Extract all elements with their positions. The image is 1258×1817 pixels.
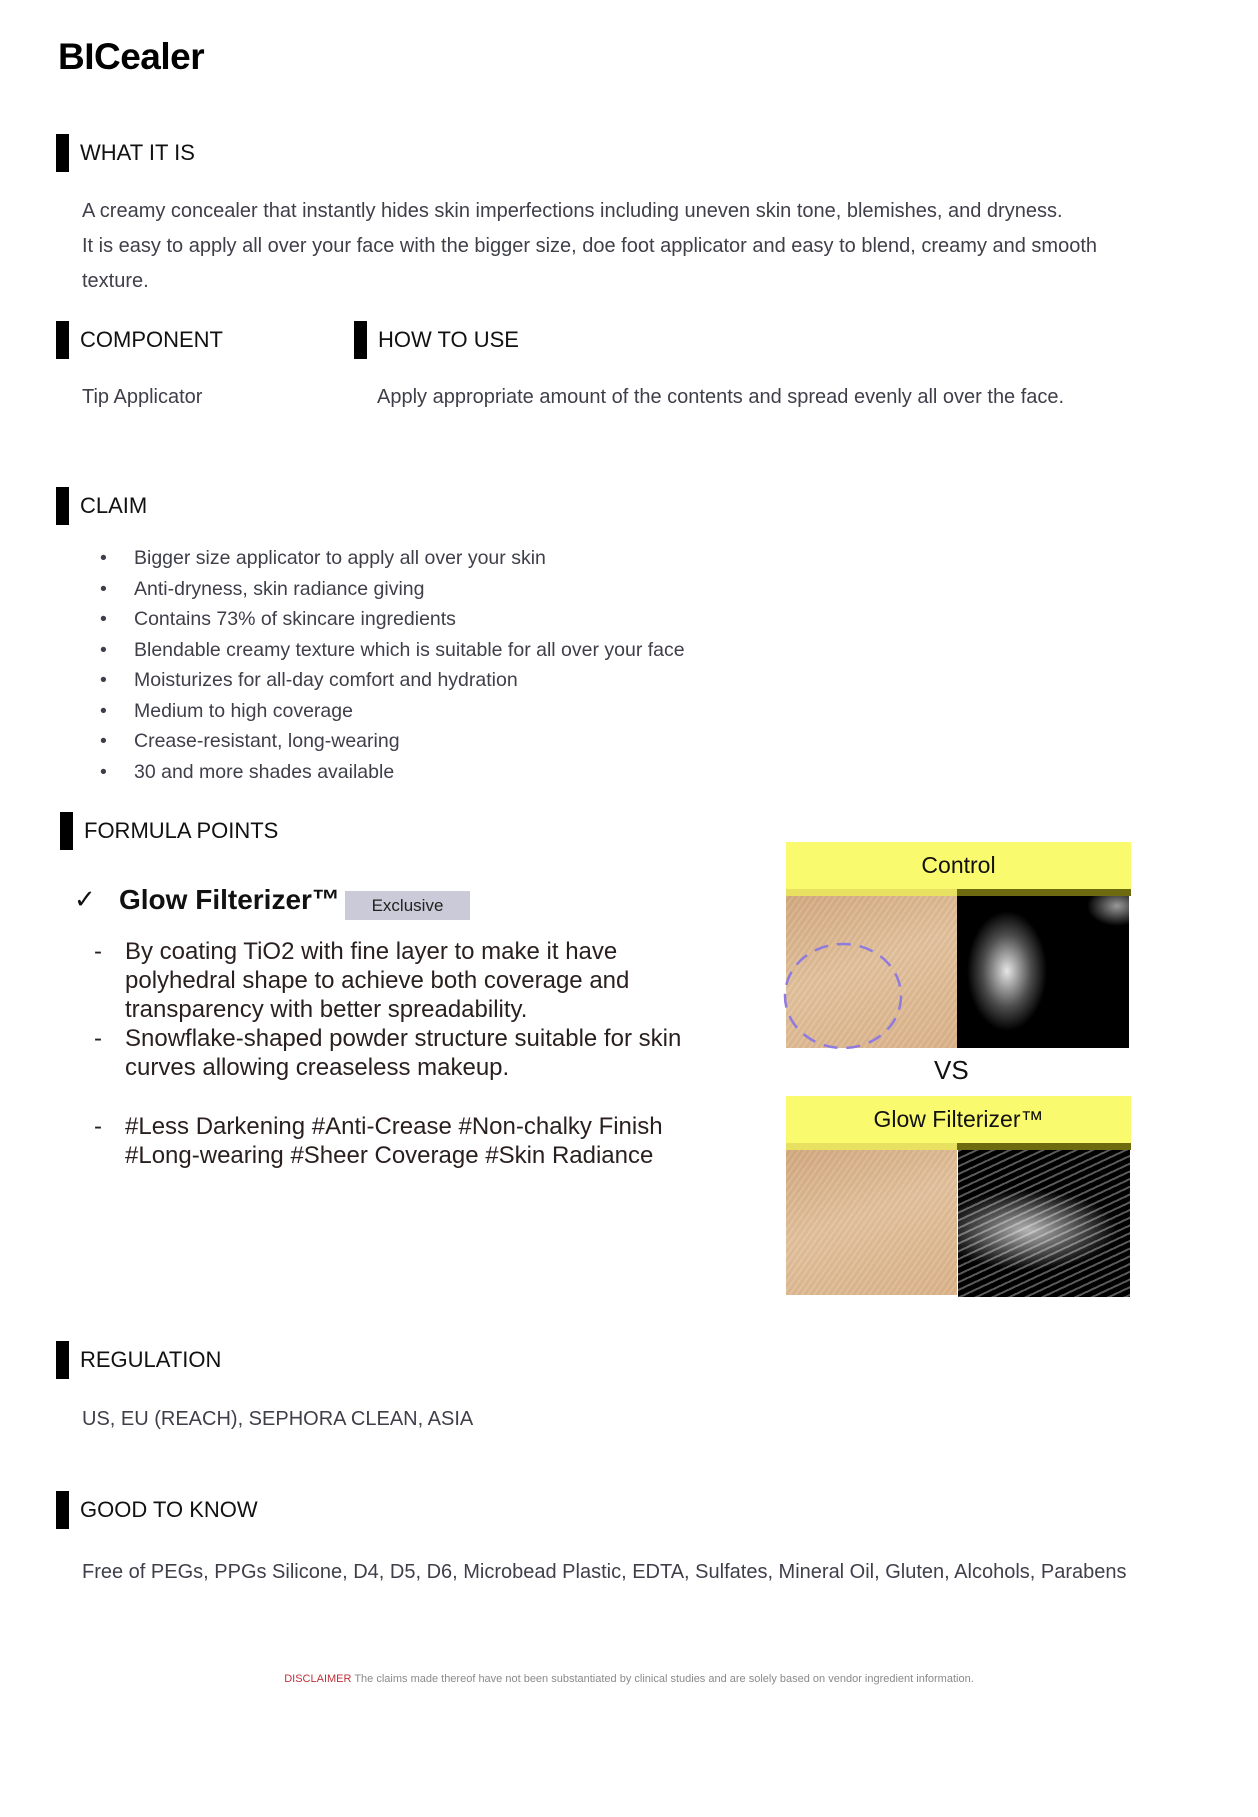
glow-skin-image [786,1150,957,1295]
section-heading: COMPONENT [80,327,223,352]
section-what-it-is [56,134,195,172]
section-how-to-use [354,321,519,359]
list-item: • Anti-dryness, skin radiance giving [96,574,685,605]
section-heading: REGULATION [80,1347,222,1372]
text-line: By coating TiO2 with fine layer to make it have [125,938,618,965]
list-item: • Contains 73% of skincare ingredients [96,604,685,635]
check-icon: ✓ [74,884,96,914]
section-heading: FORMULA POINTS [84,818,279,843]
claim-text: 30 and more shades available [134,760,395,783]
claim-text: Crease-resistant, long-wearing [134,730,400,752]
text-line: texture. [82,270,149,292]
claim-list [96,543,685,787]
section-good-to-know [56,1491,258,1529]
text-line: It is easy to apply all over your face with the bigger size, doe foot applicator and easy to blend, creamy and smooth [82,235,1098,257]
text-line: polyhedral shape to achieve both coverage and [125,967,630,994]
disclaimer-text: The claims made thereof have not been substantiated by clinical studies and are solely based on vendor ingredient information. [354,1673,974,1685]
section-marker [60,812,73,850]
section-component [56,321,223,359]
claim-text: Blendable creamy texture which is suitable for all over your face [134,638,685,661]
page-title: BICealer [58,36,205,77]
section-heading: GOOD TO KNOW [80,1497,258,1522]
section-heading: HOW TO USE [378,327,519,352]
disclaimer [0,1673,1258,1685]
list-item: • Moisturizes for all-day comfort and hydration [96,665,685,696]
claim-text: Anti-dryness, skin radiance giving [134,577,425,600]
dash: - [94,938,102,965]
section-claim [56,487,147,525]
text-line: Snowflake-shaped powder structure suitable for skin [125,1025,682,1052]
disclaimer-label: DISCLAIMER [284,1673,352,1685]
text-line: curves allowing creaseless makeup. [125,1054,510,1081]
list-item: • Medium to high coverage [96,696,685,727]
control-binary-image [957,896,1129,1048]
section-marker [56,1341,69,1379]
component-value: Tip Applicator [82,386,203,408]
list-item: • Crease-resistant, long-wearing [96,726,685,757]
text-line: transparency with better spreadability. [125,996,528,1023]
section-marker [56,487,69,525]
control-label: Control [786,842,1131,889]
dash: - [94,1113,102,1140]
section-heading: CLAIM [80,493,148,518]
good-to-know-value: Free of PEGs, PPGs Silicone, D4, D5, D6, Microbead Plastic, EDTA, Sulfates, Mineral Oil, Gluten, Alcohols, Parabens [82,1561,1127,1583]
strip [786,1143,957,1150]
dashed-circle [782,940,906,1052]
regulation-value: US, EU (REACH), SEPHORA CLEAN, ASIA [82,1408,474,1430]
strip [957,889,1131,896]
section-regulation [56,1341,221,1379]
list-item: • Bigger size applicator to apply all over your skin [96,543,685,574]
formula-point-1 [94,937,681,1082]
formula-name: Glow Filterizer™ [119,884,340,915]
section-marker [56,321,69,359]
exclusive-badge: Exclusive [345,891,470,920]
text-line: #Long-wearing #Sheer Coverage #Skin Radiance [125,1142,654,1169]
glow-filterizer-label: Glow Filterizer™ [786,1096,1131,1143]
text-line: A creamy concealer that instantly hides skin imperfections including uneven skin tone, blemishes, and dryness. [82,200,1063,222]
claim-text: Moisturizes for all-day comfort and hydration [134,669,518,691]
list-item: • 30 and more shades available [96,757,685,788]
how-to-use-value: Apply appropriate amount of the contents and spread evenly all over the face. [377,386,1065,408]
strip [786,889,957,896]
claim-text: Medium to high coverage [134,699,353,722]
claim-text: Bigger size applicator to apply all over your skin [134,547,546,569]
section-marker [56,1491,69,1529]
section-heading: WHAT IT IS [80,140,195,165]
list-item: • Blendable creamy texture which is suitable for all over your face [96,635,685,666]
section-marker [56,134,69,172]
formula-hashtags [94,1112,663,1170]
section-marker [354,321,367,359]
text-line: #Less Darkening #Anti-Crease #Non-chalky Finish [125,1113,663,1140]
section-formula-points [60,812,278,850]
vs-label: VS [934,1055,969,1085]
dash: - [94,1025,102,1052]
what-it-is-text [82,194,1097,299]
claim-text: Contains 73% of skincare ingredients [134,608,456,630]
strip [957,1143,1131,1150]
glow-binary-image [958,1150,1130,1297]
